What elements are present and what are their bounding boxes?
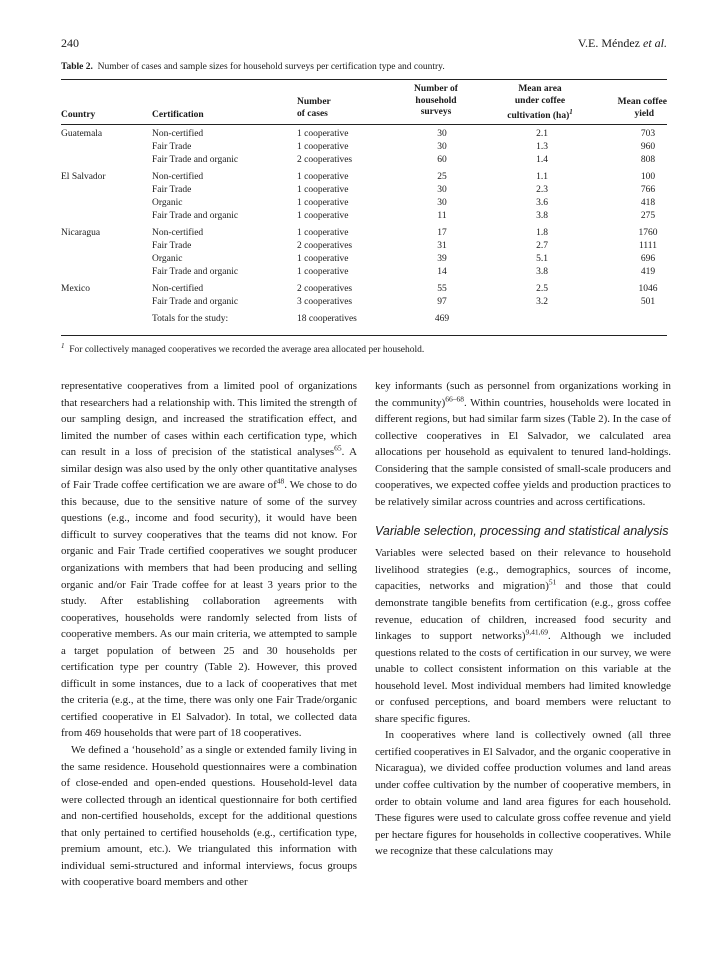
col-header-area-footnote-mark: 1 [569, 108, 573, 116]
cell-area: 2.3 [536, 185, 548, 195]
cell-country [61, 266, 152, 279]
table-row [61, 141, 667, 154]
footnote-mark: 1 [61, 342, 65, 350]
citation: 9,41,69 [525, 627, 549, 637]
table-footnote [61, 340, 667, 357]
table-row [61, 279, 667, 296]
cell-yield: 808 [640, 155, 656, 165]
col-header-surveys [391, 84, 481, 119]
table-caption [61, 61, 667, 73]
author-suffix: et al. [643, 36, 667, 50]
citation: 66–68 [445, 393, 464, 403]
totals-cases: 18 cooperatives [297, 314, 357, 324]
citation: 51 [548, 577, 557, 587]
cell-country [61, 210, 152, 223]
cell-country [61, 253, 152, 266]
cell-yield: 100 [640, 172, 656, 182]
totals-surveys: 469 [434, 314, 450, 324]
col-header-cases-line2: of cases [297, 108, 328, 119]
cell-yield: 1046 [638, 284, 658, 294]
col-header-yield [597, 97, 667, 120]
cell-country [61, 184, 152, 197]
cell-certification: Non-certified [152, 228, 204, 238]
citation: 65 [334, 443, 342, 453]
col-header-yield-line1: Mean coffee [617, 97, 667, 107]
cell-certification: Fair Trade [152, 142, 192, 152]
page-number: 240 [61, 36, 79, 50]
cell-surveys: 11 [437, 211, 447, 221]
cell-cases: 3 cooperatives [297, 297, 353, 307]
cell-surveys: 97 [437, 297, 447, 307]
cell-certification: Fair Trade [152, 185, 192, 195]
table-top-rule [61, 79, 667, 80]
paragraph: In cooperatives where land is collectively owned (all three certified cooperatives in El Salvador, and the organic cooperative in Nicaragua), we divided coffee production volumes and land areas under coffee cultivation by the number of cooperative members, in order to obtain volume and land area figures for each household. These figures were used to calculate gross coffee revenue and yield per hectare figures for households in collective cooperatives. While we recognize that these calculations may [375, 729, 671, 858]
col-header-country: Country [61, 110, 96, 120]
cell-surveys: 55 [437, 284, 447, 294]
right-column [375, 378, 671, 860]
cell-surveys: 30 [437, 198, 447, 208]
table-row [61, 128, 667, 141]
data-table [61, 128, 667, 326]
table-row [61, 167, 667, 184]
cell-area: 2.1 [536, 129, 548, 139]
cell-cases: 1 cooperative [297, 142, 349, 152]
cell-country: Nicaragua [61, 228, 101, 238]
cell-area: 1.1 [536, 172, 548, 182]
col-header-surveys-line1: Number of [414, 84, 458, 94]
col-header-area-line2: under coffee [514, 95, 566, 106]
cell-certification: Organic [152, 198, 183, 208]
table-row [61, 154, 667, 167]
cell-cases: 1 cooperative [297, 267, 349, 277]
cell-yield: 1111 [639, 241, 657, 251]
cell-area: 3.2 [536, 297, 548, 307]
table-row [61, 296, 667, 309]
cell-area: 2.5 [536, 284, 548, 294]
cell-area: 3.6 [536, 198, 548, 208]
section-heading: Variable selection, processing and statistical analysis [375, 524, 669, 539]
table-header-rule [61, 124, 667, 125]
cell-area: 3.8 [536, 267, 548, 277]
cell-country [61, 197, 152, 210]
col-header-area-line3: cultivation (ha) [507, 111, 570, 122]
cell-area: 2.7 [536, 241, 548, 251]
cell-area: 1.4 [536, 155, 548, 165]
cell-yield: 275 [640, 211, 656, 221]
cell-yield: 1760 [638, 228, 658, 238]
table-row [61, 184, 667, 197]
cell-certification: Fair Trade and organic [152, 155, 239, 165]
cell-cases: 2 cooperatives [297, 284, 353, 294]
paragraph: key informants (such as personnel from organizations working in the community)$^{66-68}$. Within countries, households were located in different regions, but had similar farm sizes (Table 2). In the case of collective cooperatives in El Salvador, we calculated area allocations per household as equivalent to tenured land-holdings. Considering that the sample consisted of small-scale producers and cooperatives, we expected coffee yields and production practices to be relatively similar across countries and across certifications. [375, 380, 672, 508]
cell-cases: 1 cooperative [297, 254, 349, 264]
cell-yield: 501 [640, 297, 656, 307]
cell-certification: Fair Trade and organic [152, 297, 239, 307]
left-column [61, 378, 357, 891]
cell-yield: 766 [640, 185, 656, 195]
col-header-surveys-line3: surveys [420, 107, 452, 117]
running-author [578, 36, 667, 51]
cell-country [61, 154, 152, 167]
cell-surveys: 30 [437, 142, 447, 152]
citation: 48 [276, 476, 285, 486]
cell-country: Mexico [61, 284, 91, 294]
cell-surveys: 14 [437, 267, 447, 277]
table-row [61, 266, 667, 279]
col-header-certification: Certification [152, 110, 204, 120]
cell-surveys: 60 [437, 155, 447, 165]
cell-certification: Non-certified [152, 284, 204, 294]
author-name: V.E. Méndez [577, 36, 640, 50]
col-header-area-line1: Mean area [518, 84, 562, 94]
col-header-cases [297, 97, 331, 120]
cell-certification: Fair Trade [152, 241, 192, 251]
cell-cases: 1 cooperative [297, 228, 349, 238]
cell-yield: 418 [640, 198, 656, 208]
cell-certification: Fair Trade and organic [152, 211, 239, 221]
table-row [61, 223, 667, 240]
totals-label: Totals for the study: [152, 314, 229, 324]
cell-certification: Non-certified [152, 129, 204, 139]
cell-cases: 1 cooperative [297, 185, 349, 195]
cell-area: 1.3 [536, 142, 548, 152]
cell-certification: Non-certified [152, 172, 204, 182]
cell-surveys: 39 [437, 254, 447, 264]
cell-yield: 703 [640, 129, 656, 139]
col-header-area [480, 84, 600, 123]
table-row [61, 240, 667, 253]
table-row [61, 210, 667, 223]
table-row [61, 197, 667, 210]
cell-country [61, 141, 152, 154]
paragraph: We defined a ‘household’ as a single or extended family living in the same residence. Household questionnaires were a combination of close-ended and open-ended questions. Household-level data were collected through an identical questionnaire for both certified and non-certified households, except for the additional questions that only pertained to certified households (e.g., certification type, premium amount, etc.). We triangulated this information with individual semi-structured and informal interviews, focus groups with cooperative board members and other [61, 744, 357, 889]
cell-area: 1.8 [536, 228, 548, 238]
cell-surveys: 25 [437, 172, 447, 182]
cell-certification: Fair Trade and organic [152, 267, 239, 277]
cell-area: 5.1 [536, 254, 548, 264]
table-bottom-rule [61, 335, 667, 336]
cell-area: 3.8 [536, 211, 548, 221]
cell-cases: 1 cooperative [297, 211, 349, 221]
cell-certification: Organic [152, 254, 183, 264]
col-header-surveys-line2: household [415, 95, 457, 106]
cell-surveys: 31 [437, 241, 447, 251]
cell-yield: 960 [640, 142, 656, 152]
cell-yield: 419 [640, 267, 656, 277]
table-label: Table 2. [61, 62, 93, 72]
cell-country [61, 240, 152, 253]
paragraph: Variables were selected based on their relevance to household livelihood strategies (e.g., demographics, sources of income, capacities, networks and migration)$^{51}$ and those that could demonstrate tangible benefits from certification (e.g., gross coffee revenue, education of children, increased food security and linkages to support networks)$^{9,41,69}$. Although we included questions related to the costs of certification in our survey, we were unable to collect consistent information on this variable at the household level. Most individual members had limited knowledge or confused perceptions, and board members were reluctant to share specific figures. [375, 547, 671, 725]
paragraph: representative cooperatives from a limited pool of organizations that researchers had a relationship with. This limited the strength of our sampling design, and increased the stratification effect, and limited the number of cases within each certification type, which can result in a loss of precision of the statistical analyses$^{65}$. A similar design was also used by the only other quantitative analyses of Fair Trade coffee certification we are aware $of^{48}$. We chose to do this because, due to the sensitive nature of some of the survey questions (e.g., income and food security), it would have been difficult to survey cooperatives that the teams did not know. For organic and Fair Trade certified cooperatives we sought producer organizations with members that had been producing and selling organic and/or Fair Trade coffee for at least 3 years prior to the study. After establishing collaboration agreements with cooperatives, households were randomly selected from lists of cooperative members. As our main criteria, we attempted to sample a target population of between 25 and 30 households per certification type per country (Table 2). However, this proved difficult in some instances, due to a lack of cooperatives that met the criteria (e.g., at the time, there was only one Fair Trade/organic certified cooperative in El Salvador). In total, we collected data from 469 households that were part of 18 cooperatives. [61, 380, 357, 740]
cell-cases: 1 cooperative [297, 198, 349, 208]
footnote-text: For collectively managed cooperatives we recorded the average area allocated per household. [69, 345, 425, 356]
cell-cases: 2 cooperatives [297, 241, 353, 251]
running-header [61, 36, 667, 52]
col-header-yield-line2: yield [634, 108, 654, 119]
cell-surveys: 30 [437, 185, 447, 195]
cell-surveys: 17 [437, 228, 447, 238]
cell-country [61, 296, 152, 309]
cell-cases: 1 cooperative [297, 129, 349, 139]
cell-cases: 2 cooperatives [297, 155, 353, 165]
totals-row [61, 309, 667, 326]
cell-country: Guatemala [61, 129, 103, 139]
cell-yield: 696 [640, 254, 656, 264]
table-row [61, 253, 667, 266]
col-header-cases-line1: Number [297, 97, 331, 107]
cell-surveys: 30 [437, 129, 447, 139]
cell-country: El Salvador [61, 172, 106, 182]
cell-cases: 1 cooperative [297, 172, 349, 182]
table-caption-text: Number of cases and sample sizes for household surveys per certification type and country. [97, 62, 445, 72]
